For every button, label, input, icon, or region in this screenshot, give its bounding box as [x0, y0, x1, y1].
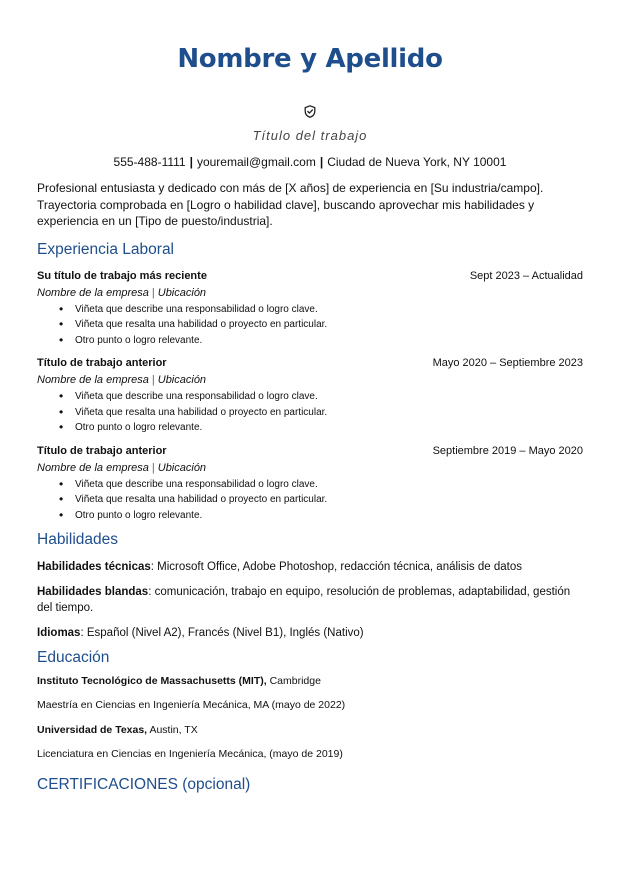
skill-soft [37, 584, 583, 617]
skill-value: : comunicación, trabajo en equipo, resolución de problemas, adaptabilidad, gestión del tiempo. [37, 585, 571, 614]
company-name: Nombre de la empresa [37, 286, 149, 299]
job-entry-title: Su título de trabajo más reciente [37, 269, 207, 282]
institution-place: Austin, TX [147, 724, 198, 736]
job-bullets [37, 389, 583, 436]
bullet-item: • Viñeta que describe una responsabilidad o logro clave. [75, 302, 583, 318]
company-line [37, 461, 583, 476]
education-institution [37, 674, 583, 689]
bullet-item: • Viñeta que resalta una habilidad o proyecto en particular. [75, 317, 583, 333]
company-location: Ubicación [157, 286, 207, 299]
candidate-name: Nombre y Apellido [177, 44, 443, 74]
skill-label: Idiomas [37, 626, 81, 639]
contact-separator: | [319, 155, 324, 169]
company-name: Nombre de la empresa [37, 374, 149, 386]
bullet-item: • Viñeta que resalta una habilidad o proyecto en particular. [75, 405, 583, 421]
job-dates: Mayo 2020 – Septiembre 2023 [432, 357, 583, 369]
company-line [37, 286, 583, 301]
education-degree: Licenciatura en Ciencias en Ingeniería Mecánica, (mayo de 2019) [37, 748, 343, 760]
skill-label: Habilidades técnicas [37, 561, 151, 573]
job-header [37, 444, 583, 459]
skill-languages [37, 625, 583, 642]
skill-value: : Microsoft Office, Adobe Photoshop, redacción técnica, análisis de datos [150, 561, 522, 573]
job-entry [37, 356, 583, 436]
company-location: Ubicación [157, 461, 207, 474]
company-name: Nombre de la empresa [37, 461, 149, 474]
bullet-item: • Otro punto o logro relevante. [75, 420, 583, 436]
education-degree: Maestría en Ciencias en Ingeniería Mecánica, MA (mayo de 2022) [37, 699, 346, 711]
contact-line [37, 154, 583, 170]
job-entry-title: Título de trabajo anterior [37, 444, 167, 457]
company-divider: | [151, 286, 155, 299]
job-entry-title: Título de trabajo anterior [37, 357, 167, 369]
company-location: Ubicación [157, 374, 207, 386]
header-icon-wrap [37, 105, 583, 121]
job-dates: Sept 2023 – Actualidad [469, 269, 583, 282]
location-text: Ciudad de Nueva York, NY 10001 [327, 155, 507, 169]
job-dates: Septiembre 2019 – Mayo 2020 [432, 444, 583, 457]
phone-number: 555-488-1111 [113, 155, 186, 169]
section-title-certifications: CERTIFICACIONES (opcional) [37, 776, 251, 793]
job-entry [37, 269, 583, 349]
education-institution [37, 723, 583, 738]
bullet-item: • Viñeta que describe una responsabilidad o logro clave. [75, 477, 583, 493]
education-entry [37, 674, 583, 713]
skill-label: Habilidades blandas [37, 585, 149, 598]
shield-check-icon [304, 105, 316, 118]
institution-place: Cambridge [266, 675, 321, 687]
bullet-item: • Viñeta que describe una responsabilidad o logro clave. [75, 389, 583, 405]
company-line [37, 373, 583, 388]
bullet-item: • Otro punto o logro relevante. [75, 333, 583, 349]
contact-separator: | [189, 155, 193, 169]
job-bullets [37, 302, 583, 349]
bullet-item: • Otro punto o logro relevante. [75, 508, 583, 524]
job-header [37, 269, 583, 284]
bullet-item: • Viñeta que resalta una habilidad o proyecto en particular. [75, 492, 583, 508]
email-address: youremail@gmail.com [196, 155, 316, 169]
job-header [37, 356, 583, 371]
skill-value: : Español (Nivel A2), Francés (Nivel B1), Inglés (Nativo) [80, 626, 364, 639]
skill-technical [37, 559, 583, 576]
job-entry [37, 444, 583, 524]
section-title-experience: Experiencia Laboral [37, 240, 175, 258]
company-divider: | [151, 461, 155, 474]
education-entry [37, 723, 583, 762]
section-title-skills: Habilidades [37, 531, 118, 548]
institution-name: Universidad de Texas, [37, 724, 148, 736]
institution-name: Instituto Tecnológico de Massachusetts (MIT), [37, 675, 267, 687]
job-bullets [37, 477, 583, 524]
section-title-education: Educación [37, 649, 110, 666]
professional-summary: Profesional entusiasta y dedicado con más de [X años] de experiencia en [Su industria/campo]. Trayectoria comprobada en [Logro o habilidad clave], buscando aprovechar mis habilidades y experiencia en un [Tipo de puesto/industria]. [37, 181, 544, 228]
job-title: Título del trabajo [252, 128, 368, 143]
company-divider: | [151, 374, 155, 386]
